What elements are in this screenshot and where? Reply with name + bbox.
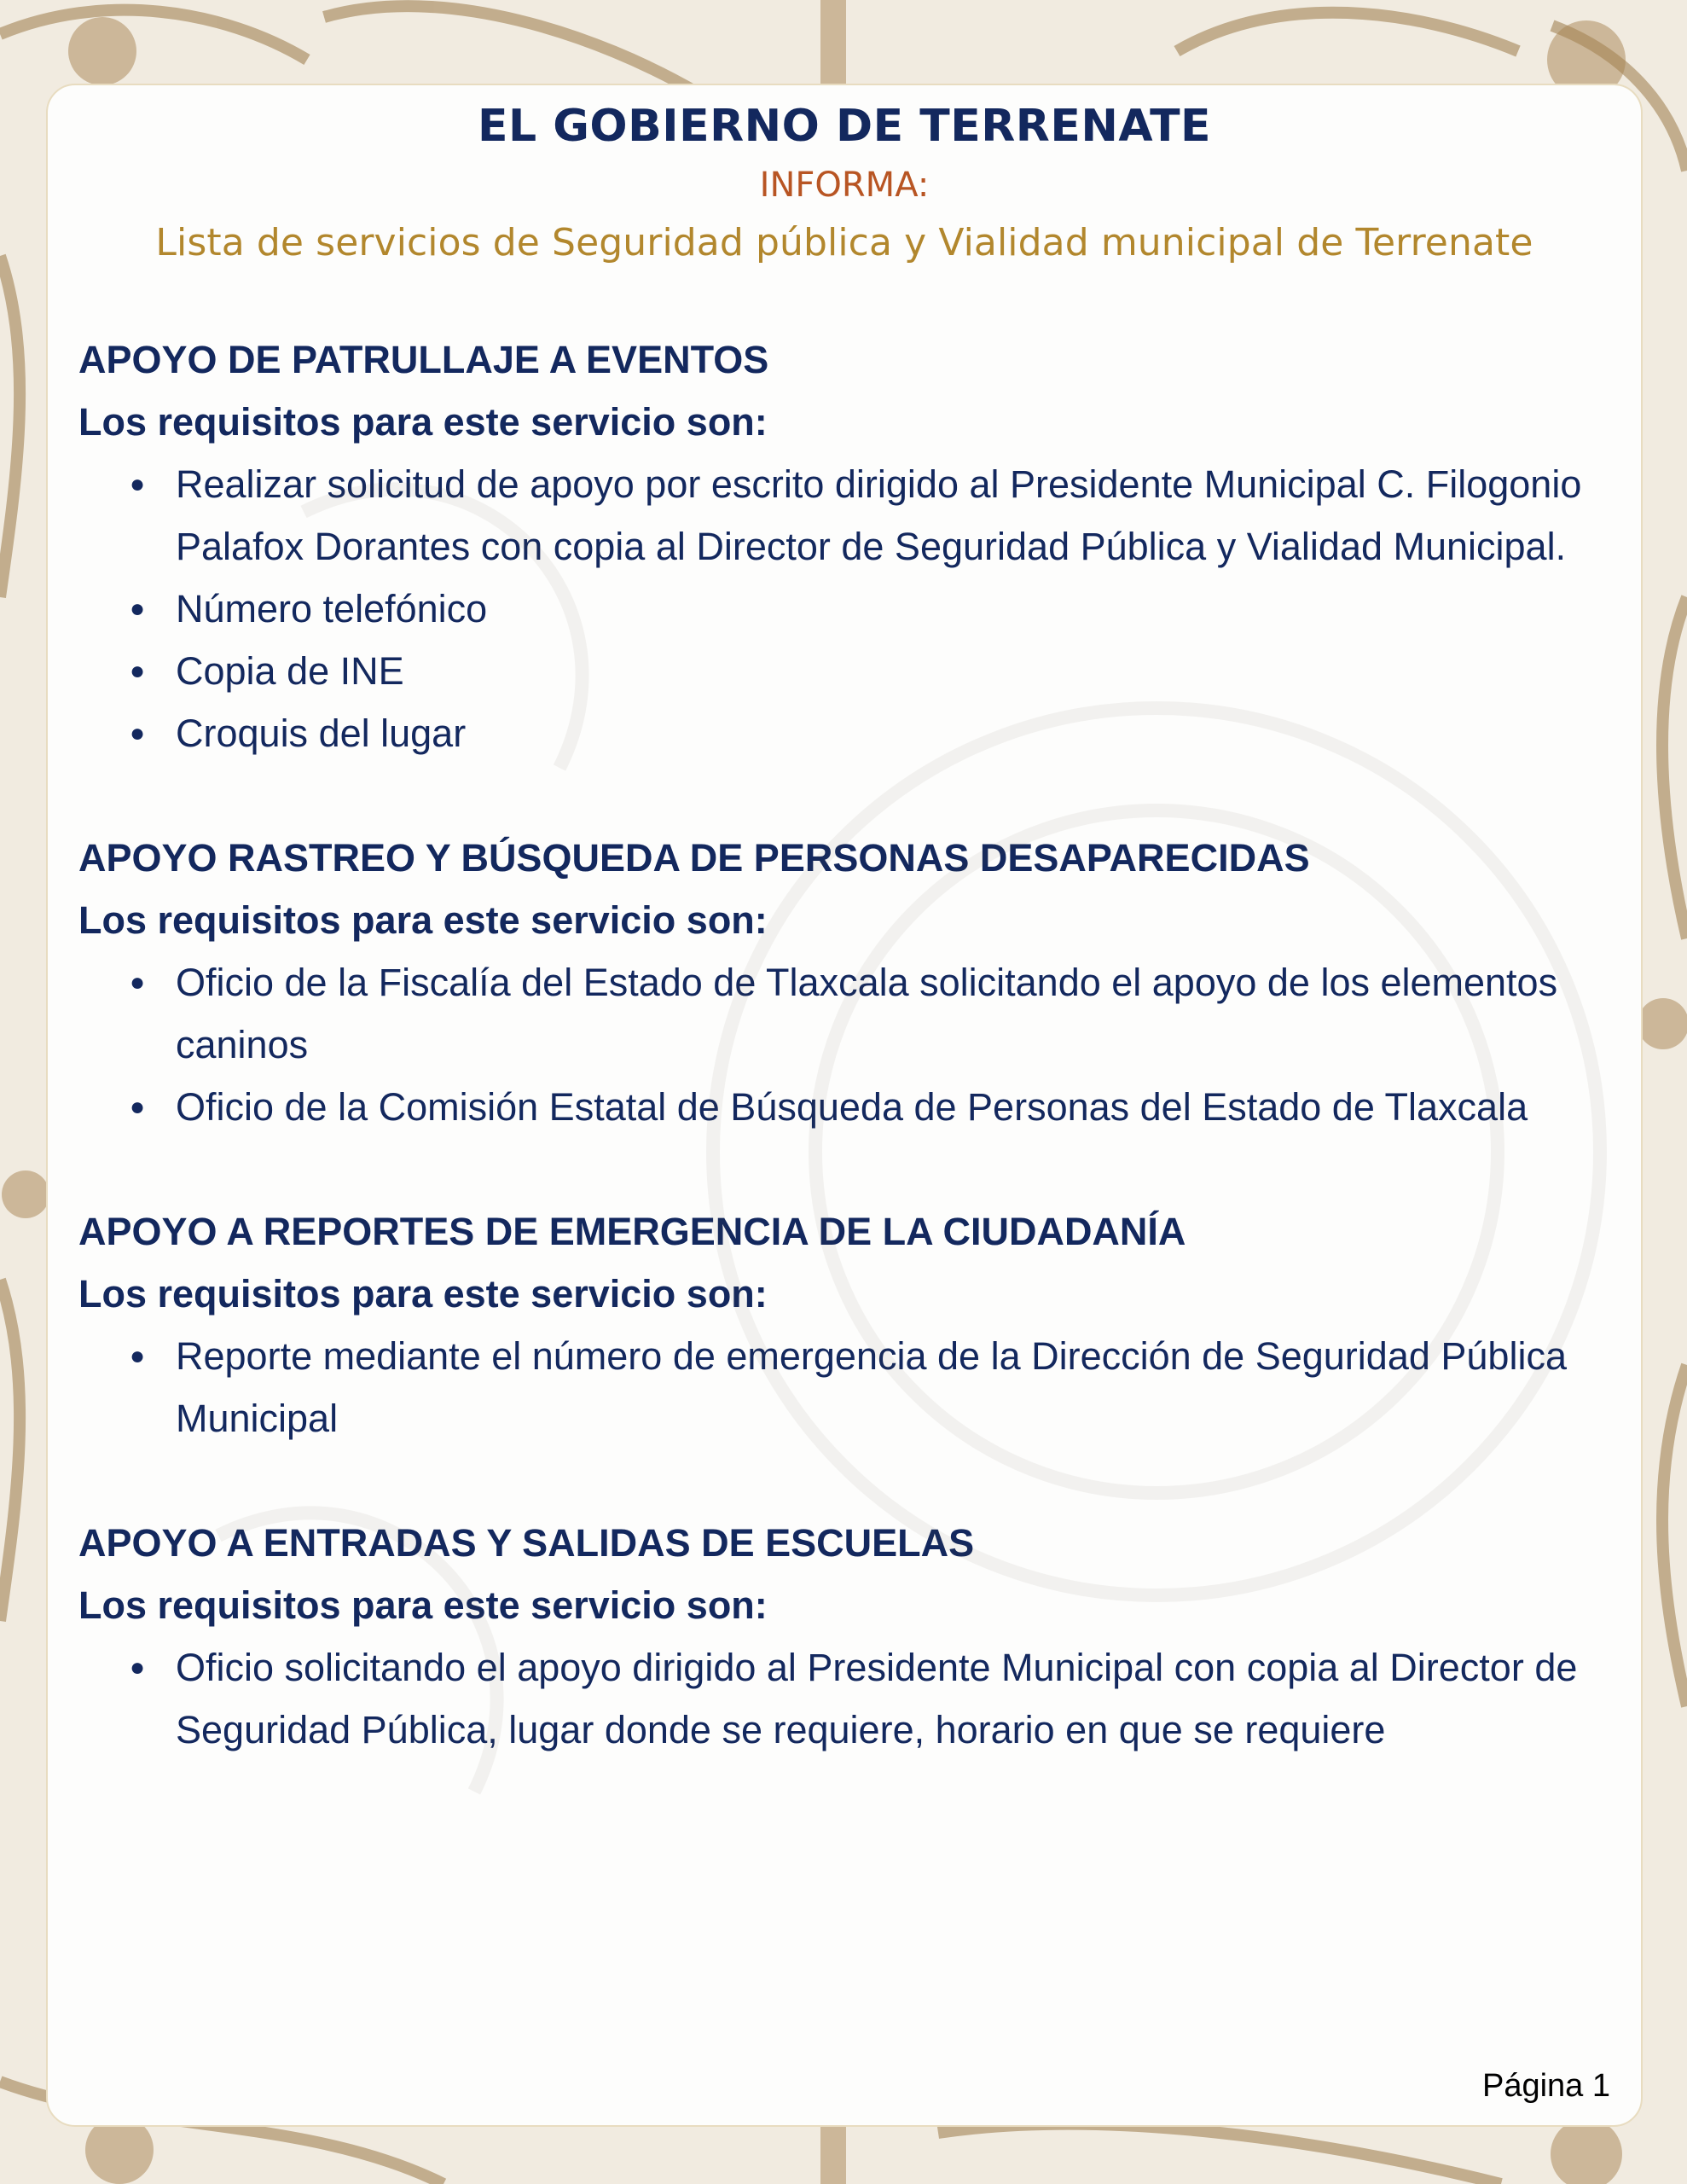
requirements-label: Los requisitos para este servicio son: (78, 1272, 768, 1316)
list-item-text: Reporte mediante el número de emergencia de la Dirección de Seguridad Pública Municipal (176, 1334, 1567, 1440)
bullet-dot-icon: ● (130, 968, 146, 996)
requirements-label: Los requisitos para este servicio son: (78, 1583, 768, 1627)
page-number: Página 1 (1481, 2068, 1610, 2104)
section-title: APOYO RASTREO Y BÚSQUEDA DE PERSONAS DESAPARECIDAS (78, 836, 1310, 880)
card-content (48, 85, 1641, 270)
page-title: EL GOBIERNO DE TERRENATE (477, 101, 1212, 152)
bullet-dot-icon: ● (130, 1093, 146, 1121)
bullet-dot-icon: ● (130, 657, 146, 685)
section-title: APOYO DE PATRULLAJE A EVENTOS (78, 338, 769, 381)
section-title: APOYO A ENTRADAS Y SALIDAS DE ESCUELAS (78, 1521, 975, 1565)
informa-label: INFORMA: (759, 166, 930, 205)
list-item-text: Oficio de la Fiscalía del Estado de Tlaxcala solicitando el apoyo de los elementos caninos (176, 961, 1558, 1066)
bullet-dot-icon: ● (130, 595, 146, 623)
watermark-seal (48, 85, 1643, 2127)
list-item-text: Realizar solicitud de apoyo por escrito dirigido al Presidente Municipal C. Filogonio Palafox Dorantes con copia al Director de Seguridad Pública y Vialidad Municipal. (176, 462, 1582, 568)
section-title: APOYO A REPORTES DE EMERGENCIA DE LA CIUDADANÍA (78, 1210, 1186, 1253)
bullet-dot-icon: ● (130, 1342, 146, 1370)
document-card (46, 84, 1643, 2127)
requirements-label: Los requisitos para este servicio son: (78, 400, 768, 444)
list-item-text: Número telefónico (176, 587, 488, 630)
list-item-text: Croquis del lugar (176, 712, 467, 755)
list-item-text: Copia de INE (176, 649, 404, 693)
document-header (48, 85, 1641, 270)
list-item-text: Oficio solicitando el apoyo dirigido al Presidente Municipal con copia al Director de Seguridad Pública, lugar donde se requiere, horario en que se requiere (176, 1646, 1578, 1751)
bullet-dot-icon: ● (130, 719, 146, 747)
page-subtitle: Lista de servicios de Seguridad pública y Vialidad municipal de Terrenate (155, 221, 1533, 264)
requirements-label: Los requisitos para este servicio son: (78, 898, 768, 942)
bullet-dot-icon: ● (130, 470, 146, 498)
bullet-dot-icon: ● (130, 1653, 146, 1682)
list-item-text: Oficio de la Comisión Estatal de Búsqueda de Personas del Estado de Tlaxcala (176, 1085, 1528, 1129)
